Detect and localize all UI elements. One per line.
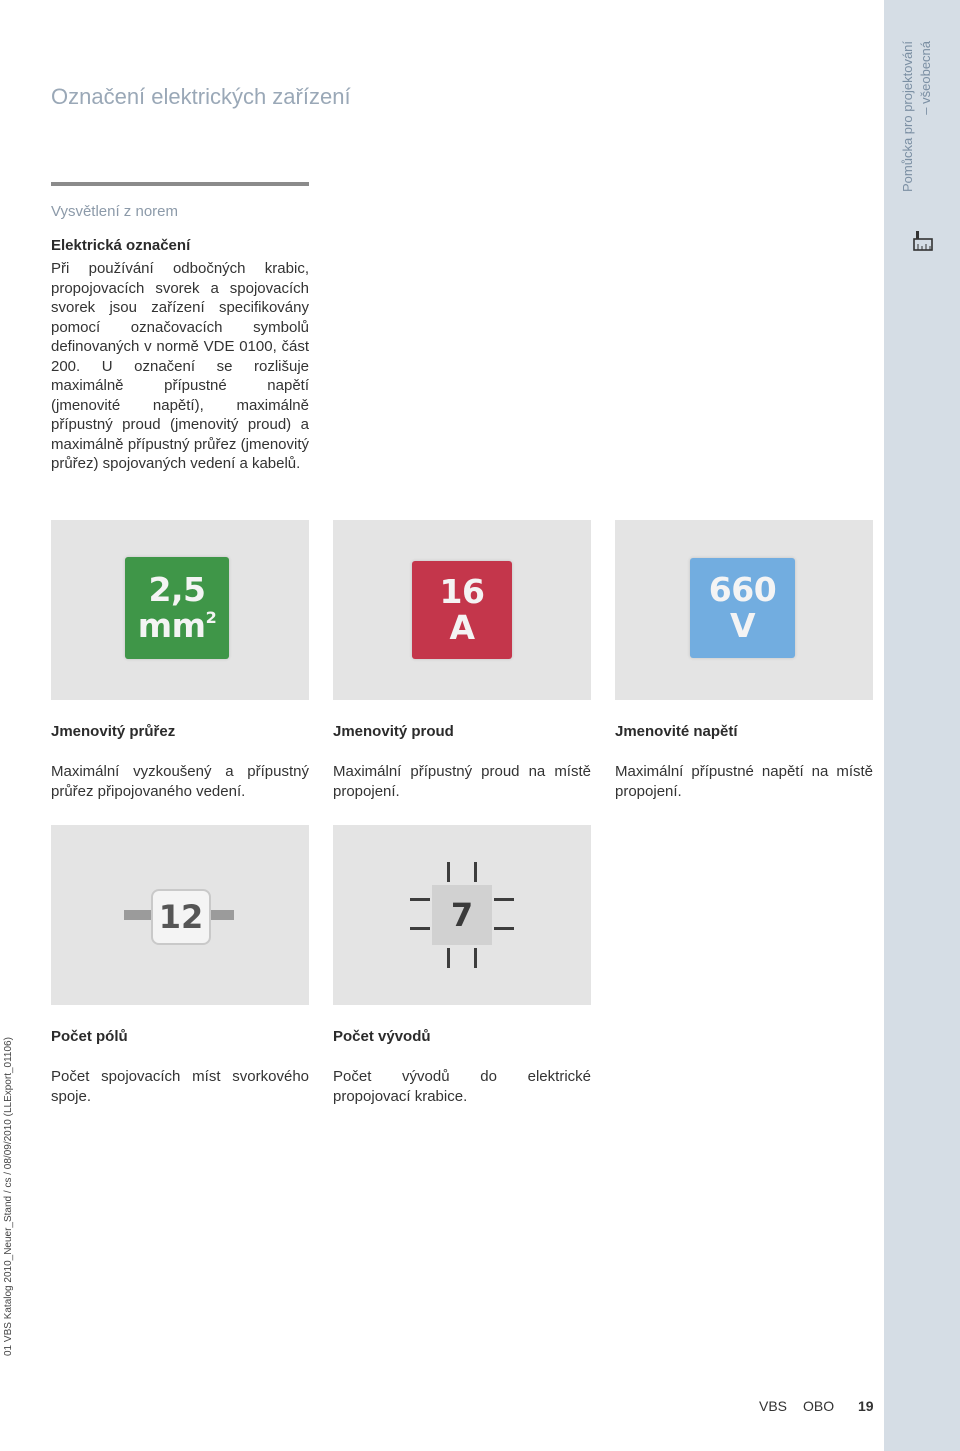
current-tile: [333, 520, 591, 700]
print-job-text: 01 VBS Katalog 2010_Neuer_Stand / cs / 08/09/2010 (LLExport_01106): [3, 1037, 14, 1356]
title-divider: [51, 182, 309, 186]
current-value: 16: [439, 572, 485, 611]
outlet-tick-right-bottom: [494, 927, 514, 930]
current-desc: Maximální přípustný proud na místě propojení.: [333, 763, 591, 800]
current-title: Jmenovitý proud: [333, 723, 454, 740]
outlet-tick-left-top: [410, 898, 430, 901]
pole-right-connector: [210, 910, 234, 920]
footer-obo: OBO: [803, 1398, 835, 1414]
gauge-tool-icon: [912, 230, 934, 252]
sidebar-caption-line2: – všeobecná: [918, 40, 933, 115]
page-number: 19: [858, 1398, 874, 1414]
poles-desc: Počet spojovacích míst svorkového spoje.: [51, 1068, 309, 1105]
outlet-tick-right-top: [494, 898, 514, 901]
current-unit: A: [449, 608, 475, 647]
outlet-tick-top-right: [474, 862, 477, 882]
cross-section-desc: Maximální vyzkoušený a přípustný průřez připojovaného vedení.: [51, 763, 309, 800]
footer-vbs: VBS: [759, 1398, 788, 1414]
outlets-desc: Počet vývodů do elektrické propojovací krabice.: [333, 1068, 591, 1105]
right-sidebar: [884, 0, 960, 1451]
cross-section-title: Jmenovitý průřez: [51, 723, 176, 740]
outlets-badge: 7: [432, 885, 492, 945]
cross-section-tile: [51, 520, 309, 700]
cross-section-value: 2,5: [148, 570, 206, 609]
outlet-tick-top-left: [447, 862, 450, 882]
outlets-title: Počet vývodů: [333, 1028, 431, 1045]
section-body: Při používání odbočných krabic, propojovacích svorek a spojovacích svorek jsou zařízení specifikovány pomocí označovacích symbolů definovaných v normě VDE 0100, část 200. U označení se rozlišuje maximálně přípustné napětí (jmenovité napětí), maximálně přípustný proud (jmenovitý proud) a maximálně přípustný průřez (jmenovitý průřez) spojovaných vedení a kabelů.: [51, 260, 309, 472]
outlet-tick-bottom-right: [474, 948, 477, 968]
sidebar-caption-line1: Pomůcka pro projektování: [900, 40, 915, 192]
poles-badge: 12: [151, 889, 211, 945]
voltage-badge: [690, 558, 795, 658]
pole-left-connector: [124, 910, 152, 920]
page-subtitle: Vysvětlení z norem: [51, 203, 178, 220]
cross-section-badge: [125, 557, 229, 659]
outlet-tick-bottom-left: [447, 948, 450, 968]
voltage-title: Jmenovité napětí: [615, 723, 738, 740]
poles-title: Počet pólů: [51, 1028, 128, 1045]
outlet-tick-left-bottom: [410, 927, 430, 930]
voltage-desc: Maximální přípustné napětí na místě propojení.: [615, 763, 873, 800]
voltage-value: 660: [708, 570, 777, 609]
section-heading: Elektrická označení: [51, 237, 191, 254]
page-title: Označení elektrických zařízení: [51, 84, 351, 109]
current-badge: [412, 561, 512, 659]
voltage-tile: [615, 520, 873, 700]
cross-section-unit: $mm^2$: [137, 606, 217, 645]
voltage-unit: V: [729, 606, 756, 645]
